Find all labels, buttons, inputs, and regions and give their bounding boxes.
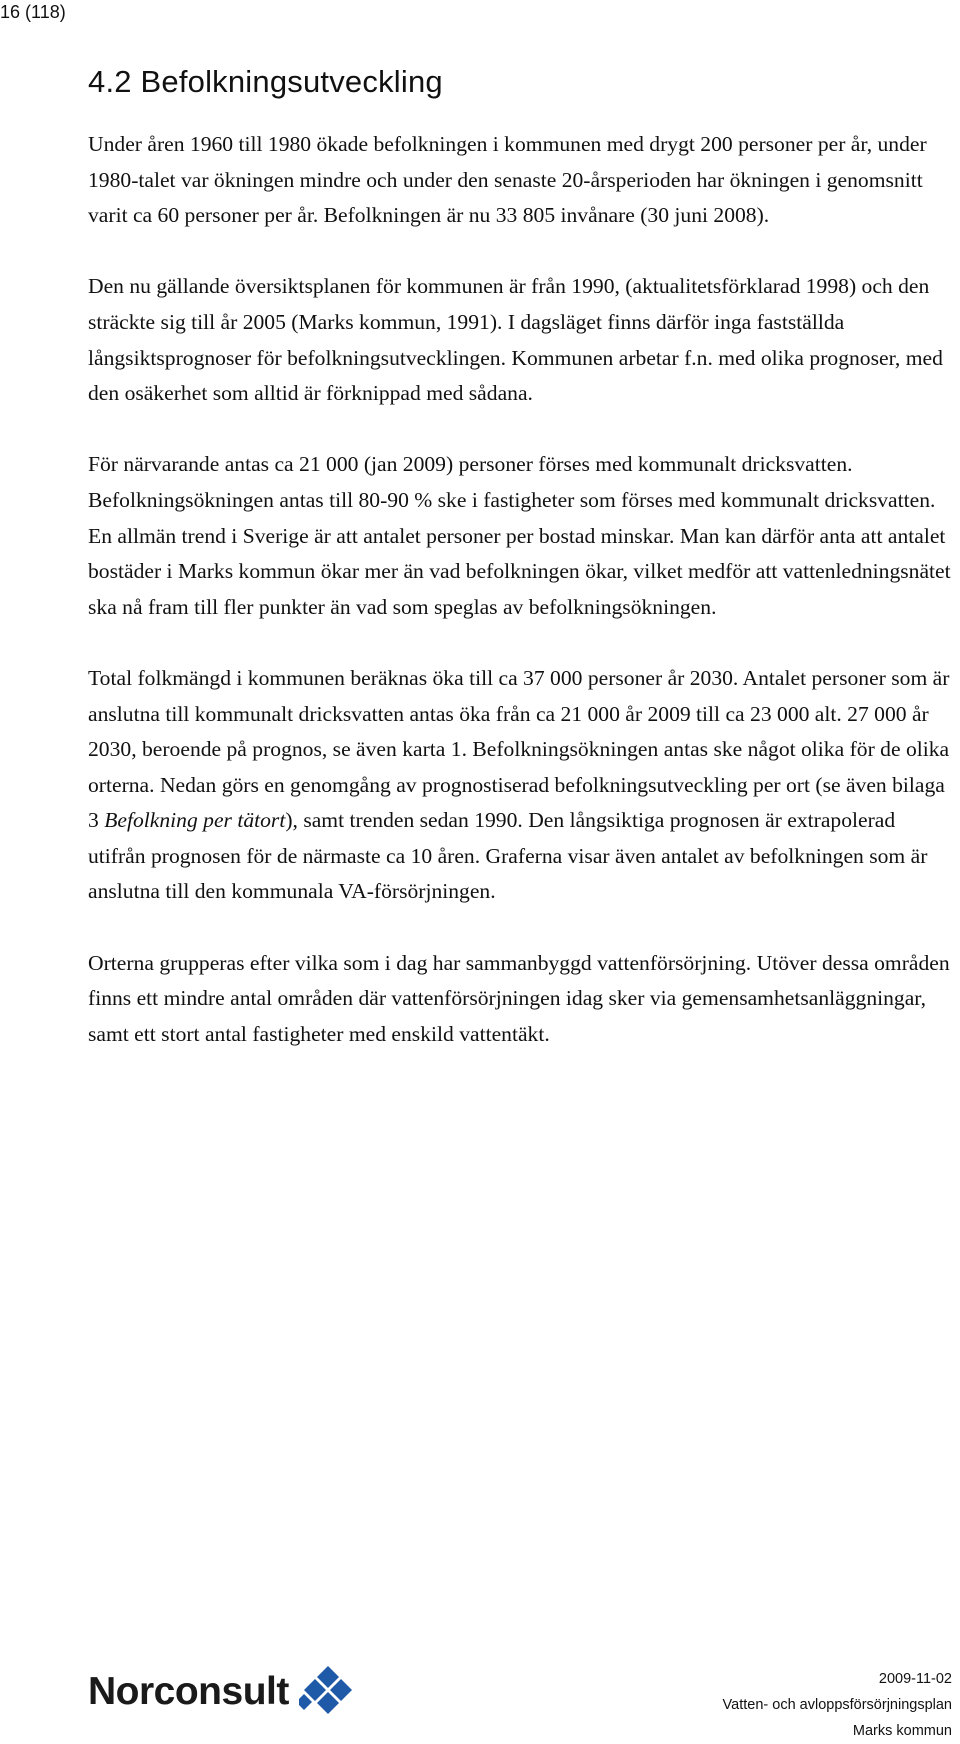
- document-body: [88, 127, 958, 1088]
- paragraph-drinking-water: För närvarande antas ca 21 000 (jan 2009) personer förses med kommunalt dricksvatten. Befolkningsökningen antas till 80-90 % ske i fastigheter som förses med kommunalt dricksvatten. En allmän trend i Sverige är att antalet personer per bostad minskar. Man kan därför anta att antalet bostäder i Marks kommun ökar mer än vad befolkningen ökar, vilket medför att vattenledningsnätet ska nå fram till fler punkter än vad som speglas av befolkningsökningen.: [88, 452, 951, 619]
- page-number: 16 (118): [0, 2, 66, 22]
- client-name: Marks kommun: [852, 1723, 952, 1739]
- logo-wordmark: Norconsult: [88, 1670, 289, 1713]
- footer-meta: [723, 1666, 952, 1744]
- diamond-logo-icon: [299, 1666, 357, 1718]
- company-logo: [88, 1666, 357, 1718]
- paragraph-forecast: [88, 661, 958, 910]
- document-title: Vatten- och avloppsförsörjningsplan: [722, 1697, 952, 1713]
- document-date: 2009-11-02: [878, 1671, 952, 1687]
- appendix-reference: Befolkning per tätort: [104, 808, 286, 833]
- paragraph-grouping: Orterna grupperas efter vilka som i dag har sammanbyggd vattenförsörjning. Utöver dessa områden finns ett mindre antal områden där vattenförsörjningen idag sker via gemensamhetsanläggningar, samt ett stort antal fastigheter med enskild vattentäkt.: [88, 950, 950, 1046]
- forecast-text-end: ), samt trenden sedan 1990. Den långsiktiga prognosen är extrapolerad utifrån prognosen för de närmaste ca 10 åren. Graferna visar även antalet av befolkningen som är anslutna till den kommunala VA-försörjningen.: [88, 808, 928, 904]
- section-heading: 4.2 Befolkningsutveckling: [88, 64, 443, 99]
- forecast-text-start: Total folkmängd i kommunen beräknas öka till ca 37 000 personer år 2030. Antalet personer som är anslutna till kommunalt dricksvatten antas öka från ca 21 000 år 2009 till ca 23 000 alt. 27 000 år 2030, beroende på prognos, se även karta 1. Befolkningsökningen antas ske något olika för de olika orterna. Nedan görs en genomgång av prognostiserad befolkningsutveckling per ort (se även bilaga 3: [88, 665, 950, 833]
- paragraph-comprehensive-plan: Den nu gällande översiktsplanen för kommunen är från 1990, (aktualitetsförklarad 1998) och den sträckte sig till år 2005 (Marks kommun, 1991). I dagsläget finns därför inga fastställda långsiktsprognoser för befolkningsutvecklingen. Kommunen arbetar f.n. med olika prognoser, med den osäkerhet som alltid är förknippad med sådana.: [88, 274, 943, 406]
- paragraph-population-history: Under åren 1960 till 1980 ökade befolkningen i kommunen med drygt 200 personer per år, under 1980-talet var ökningen mindre och under den senaste 20-årsperioden har ökningen i genomsnitt varit ca 60 personer per år. Befolkningen är nu 33 805 invånare (30 juni 2008).: [88, 132, 927, 228]
